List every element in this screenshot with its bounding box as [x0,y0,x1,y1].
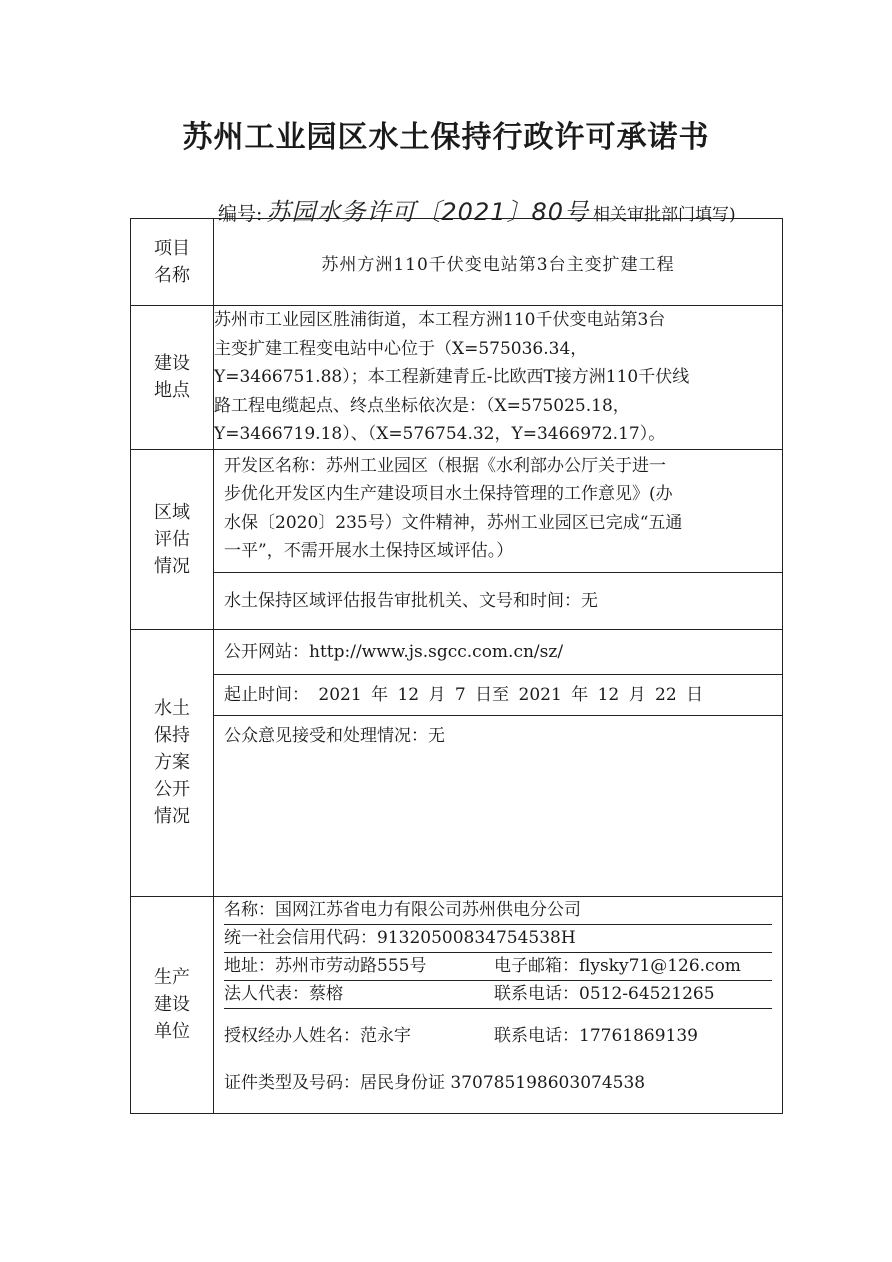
project-name-value: 苏州方洲110千伏变电站第3台主变扩建工程 [214,219,783,306]
number-note: 相关审批部门填写) [593,205,736,225]
publicity-website: 公开网站：http://www.js.sgcc.com.cn/sz/ [214,630,782,675]
unit-legal-row [224,981,772,1009]
location-line: 苏州市工业园区胜浦街道，本工程方洲110千伏变电站第3台 [214,310,666,330]
region-line: 水保〔2020〕235号）文件精神，苏州工业园区已完成“五通 [224,512,683,533]
unit-label: 生产建设单位 [131,896,214,1113]
region-line: 步优化开发区内生产建设项目水土保持管理的工作意见》(办 [224,484,673,504]
unit-address: 地址：苏州市劳动路555号 [224,955,427,976]
handwritten-number: 苏园水务许可〔2021〕80号 [266,198,590,226]
unit-agent-phone: 联系电话：17761869139 [494,1025,698,1046]
unit-agent: 授权经办人姓名：范永宇 [224,1025,411,1046]
publicity-period: 起止时间： 2021 年 12 月 7 日至 2021 年 12 月 22 日 [214,675,782,716]
region-approval: 水土保持区域评估报告审批机关、文号和时间：无 [224,590,598,611]
number-label: 编号: [218,203,263,225]
region-line: 一平”，不需开展水土保持区域评估。） [224,541,514,561]
unit-legal-rep: 法人代表：蔡榕 [224,983,343,1004]
region-text [214,450,782,573]
location-label: 建设地点 [131,306,214,450]
publicity-value [214,629,783,896]
location-value [214,306,783,450]
publicity-opinions: 公众意见接受和处理情况：无 [224,725,445,746]
unit-id-doc: 证件类型及号码：居民身份证 370785198603074538 [224,1072,646,1093]
location-line: 主变扩建工程变电站中心位于（X=575036.34， [214,338,588,359]
unit-agent-row [224,1009,772,1063]
project-name-label: 项目名称 [131,219,214,306]
region-line: 开发区名称：苏州工业园区（根据《水利部办公厅关于进一 [224,455,666,476]
unit-name: 名称：国网江苏省电力有限公司苏州供电分公司 [224,897,772,925]
location-line: Y=3466719.18）、（X=576754.32，Y=3466972.17）。 [214,424,666,444]
location-line: Y=3466751.88）；本工程新建青丘-比欧西T接方洲110千伏线 [214,367,690,387]
region-label: 区域评估情况 [131,449,214,629]
commitment-form [130,218,783,1114]
location-line: 路工程电缆起点、终点坐标依次是：（X=575025.18， [214,395,630,416]
unit-value [214,896,783,1113]
publicity-label: 水土保持方案公开情况 [131,629,214,896]
region-value [214,449,783,629]
unit-email: 电子邮箱：flysky71@126.com [494,955,741,976]
unit-credit-code: 统一社会信用代码：91320500834754538H [224,925,772,953]
document-title: 苏州工业园区水土保持行政许可承诺书 [182,120,710,155]
unit-legal-phone: 联系电话：0512-64521265 [494,983,715,1004]
unit-address-row [224,953,772,981]
